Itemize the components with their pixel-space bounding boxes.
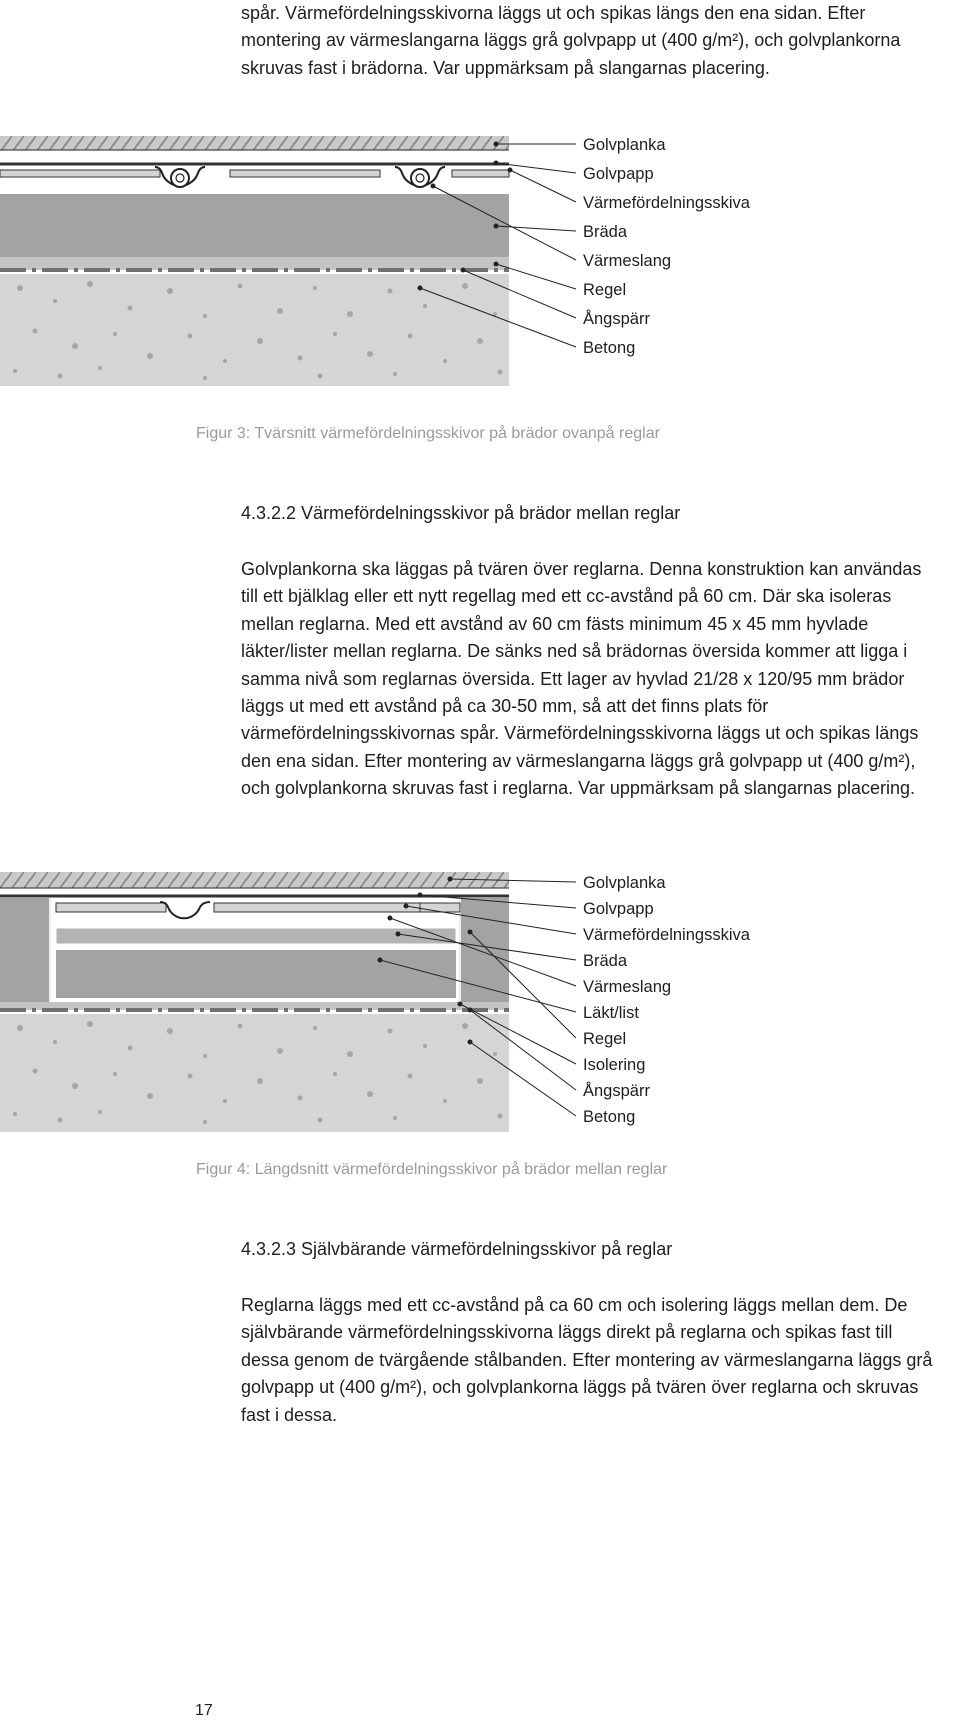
section-heading-4-3-2-3: 4.3.2.3 Självbärande värmefördelningsskivor på reglar (241, 1239, 673, 1259)
fig4-betong (0, 1014, 509, 1132)
figure-3-diagram (0, 136, 960, 386)
section-heading-4-3-2-2: 4.3.2.2 Värmefördelningsskivor på brädor mellan reglar (241, 503, 681, 523)
fig3-legend-item: Bräda (583, 223, 628, 241)
fig3-legend-item: Värmeslang (583, 252, 672, 270)
figure-4-diagram (0, 872, 960, 1132)
fig4-legend-item: Betong (583, 1108, 636, 1126)
fig4-legend-item: Golvpapp (583, 900, 654, 918)
fig4-legend-item: Regel (583, 1030, 627, 1048)
figure-4-caption: Figur 4: Längdsnitt värmefördelningsskivor på brädor mellan reglar (196, 1161, 668, 1178)
figure-3-caption: Figur 3: Tvärsnitt värmefördelningsskivor på brädor ovanpå reglar (196, 425, 660, 442)
fig4-lakt-list (56, 950, 456, 998)
fig3-betong (0, 274, 509, 386)
fig3-legend-item: Ångspärr (583, 310, 650, 328)
fig4-legend-item: Värmefördelningsskiva (583, 926, 750, 944)
fig4-regel (0, 898, 50, 1002)
fig4-legend-item: Bräda (583, 952, 628, 970)
fig4-legend-item: Läkt/list (583, 1004, 639, 1022)
fig3-legend-item: Golvpapp (583, 165, 654, 183)
fig4-legend (583, 874, 751, 1126)
fig4-legend-item: Golvplanka (583, 874, 666, 892)
fig4-legend-item: Isolering (583, 1056, 646, 1074)
section-4-3-2-3-body: Reglarna läggs med ett cc-avstånd på ca 60 cm och isolering läggs mellan dem. De självbärande värmefördelningsskivorna läggs direkt på reglarna och spikas fast till dessa genom de tvärgående stålbanden. Efter montering av värmeslangarna läggs grå golvpapp ut (400 g/m²), och golvplankorna läggs på tvären över reglarna och skruvas fast i dessa. (241, 1295, 933, 1425)
fig3-legend (583, 136, 751, 357)
fig3-golvplanka (0, 136, 509, 150)
fig3-legend-item: Värmefördelningsskiva (583, 194, 750, 212)
page-number: 17 (195, 1702, 213, 1719)
intro-paragraph: spår. Värmefördelningsskivorna läggs ut och spikas längs den ena sidan. Efter montering av värmeslangarna läggs grå golvpapp ut (400 g/m²), och golvplankorna skruvas fast i brädorna. Var uppmärksam på slangarnas placering. (241, 3, 901, 78)
fig3-legend-item: Betong (583, 339, 636, 357)
fig3-brada (0, 194, 509, 258)
fig4-varmefordelningsskiva (56, 902, 460, 918)
fig4-legend-item: Värmeslang (583, 978, 672, 996)
fig3-varmefordelningsskiva (0, 167, 509, 186)
fig4-legend-item: Ångspärr (583, 1082, 650, 1100)
fig3-legend-item: Golvplanka (583, 136, 666, 154)
fig4-brada (56, 928, 456, 944)
fig4-golvplanka (0, 872, 509, 888)
fig3-legend-item: Regel (583, 281, 627, 299)
section-4-3-2-2-body: Golvplankorna ska läggas på tvären över reglarna. Denna konstruktion kan användas till ett bjälklag eller ett nytt regellag med ett cc-avstånd på 60 cm. Där ska isoleras mellan reglarna. Med ett avstånd av 60 cm fästs minimum 45 x 45 mm hyvlade läkter/lister mellan reglarna. De sänks ned så brädornas översida kommer att ligga i samma nivå som reglarnas översida. Ett lager av hyvlad 21/28 x 120/95 mm brädor läggs ut med ett avstånd på ca 30-50 mm, så att det finns plats för värmefördelningsskivornas spår. Värmefördelningsskivorna läggs ut och spikas längs den ena sidan. Efter montering av värmeslangarna läggs grå golvpapp ut (400 g/m²), och golvplankorna skruvas fast i reglarna. Var uppmärksam på slangarnas placering. (241, 559, 922, 799)
